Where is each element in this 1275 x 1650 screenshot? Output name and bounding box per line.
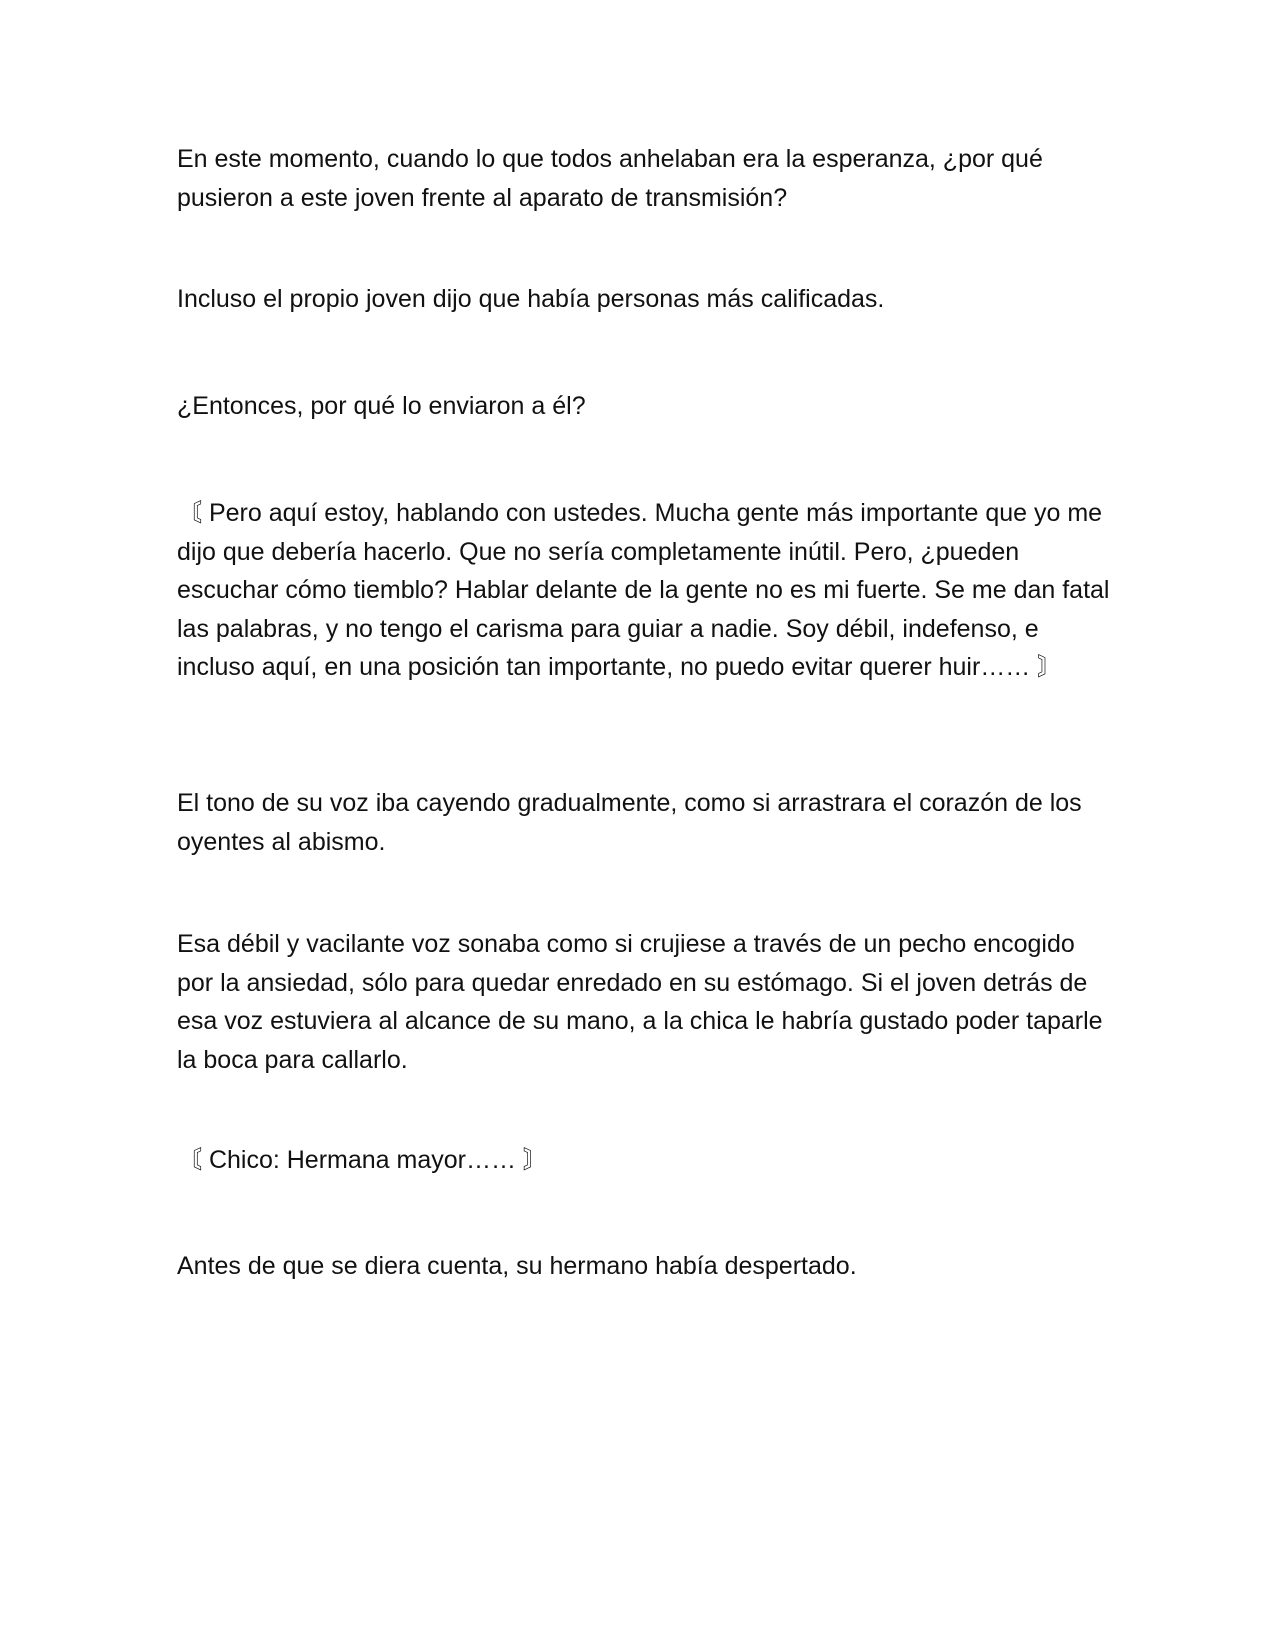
paragraph-2: Incluso el propio joven dijo que había personas más calificadas. [177,285,885,313]
paragraph-3: ¿Entonces, por qué lo enviaron a él? [177,392,586,420]
paragraph-dialogue-1: 〘 Pero aquí estoy, hablando con ustedes. Mucha gente más importante que yo me dijo que debería hacerlo. Que no sería completamente inútil. Pero, ¿pueden escuchar cómo tiemblo? Hablar delante de la gente no es mi fuerte. Se me dan fatal las palabras, y no tengo el carisma para guiar a nadie. Soy débil, indefenso, e incluso aquí, en una posición tan importante, no puedo evitar querer huir…… 〙 [177,499,1110,681]
paragraph-1: En este momento, cuando lo que todos anhelaban era la esperanza, ¿por qué pusieron a este joven frente al aparato de transmisión? [177,145,1043,212]
paragraph-4: El tono de su voz iba cayendo gradualmente, como si arrastrara el corazón de los oyentes al abismo. [177,789,1082,856]
paragraph-5: Esa débil y vacilante voz sonaba como si crujiese a través de un pecho encogido por la ansiedad, sólo para quedar enredado en su estómago. Si el joven detrás de esa voz estuviera al alcance de su mano, a la chica le habría gustado poder taparle la boca para callarlo. [177,930,1103,1074]
paragraph-6: Antes de que se diera cuenta, su hermano había despertado. [177,1252,857,1280]
paragraph-dialogue-2: 〘 Chico: Hermana mayor…… 〙 [177,1146,548,1174]
